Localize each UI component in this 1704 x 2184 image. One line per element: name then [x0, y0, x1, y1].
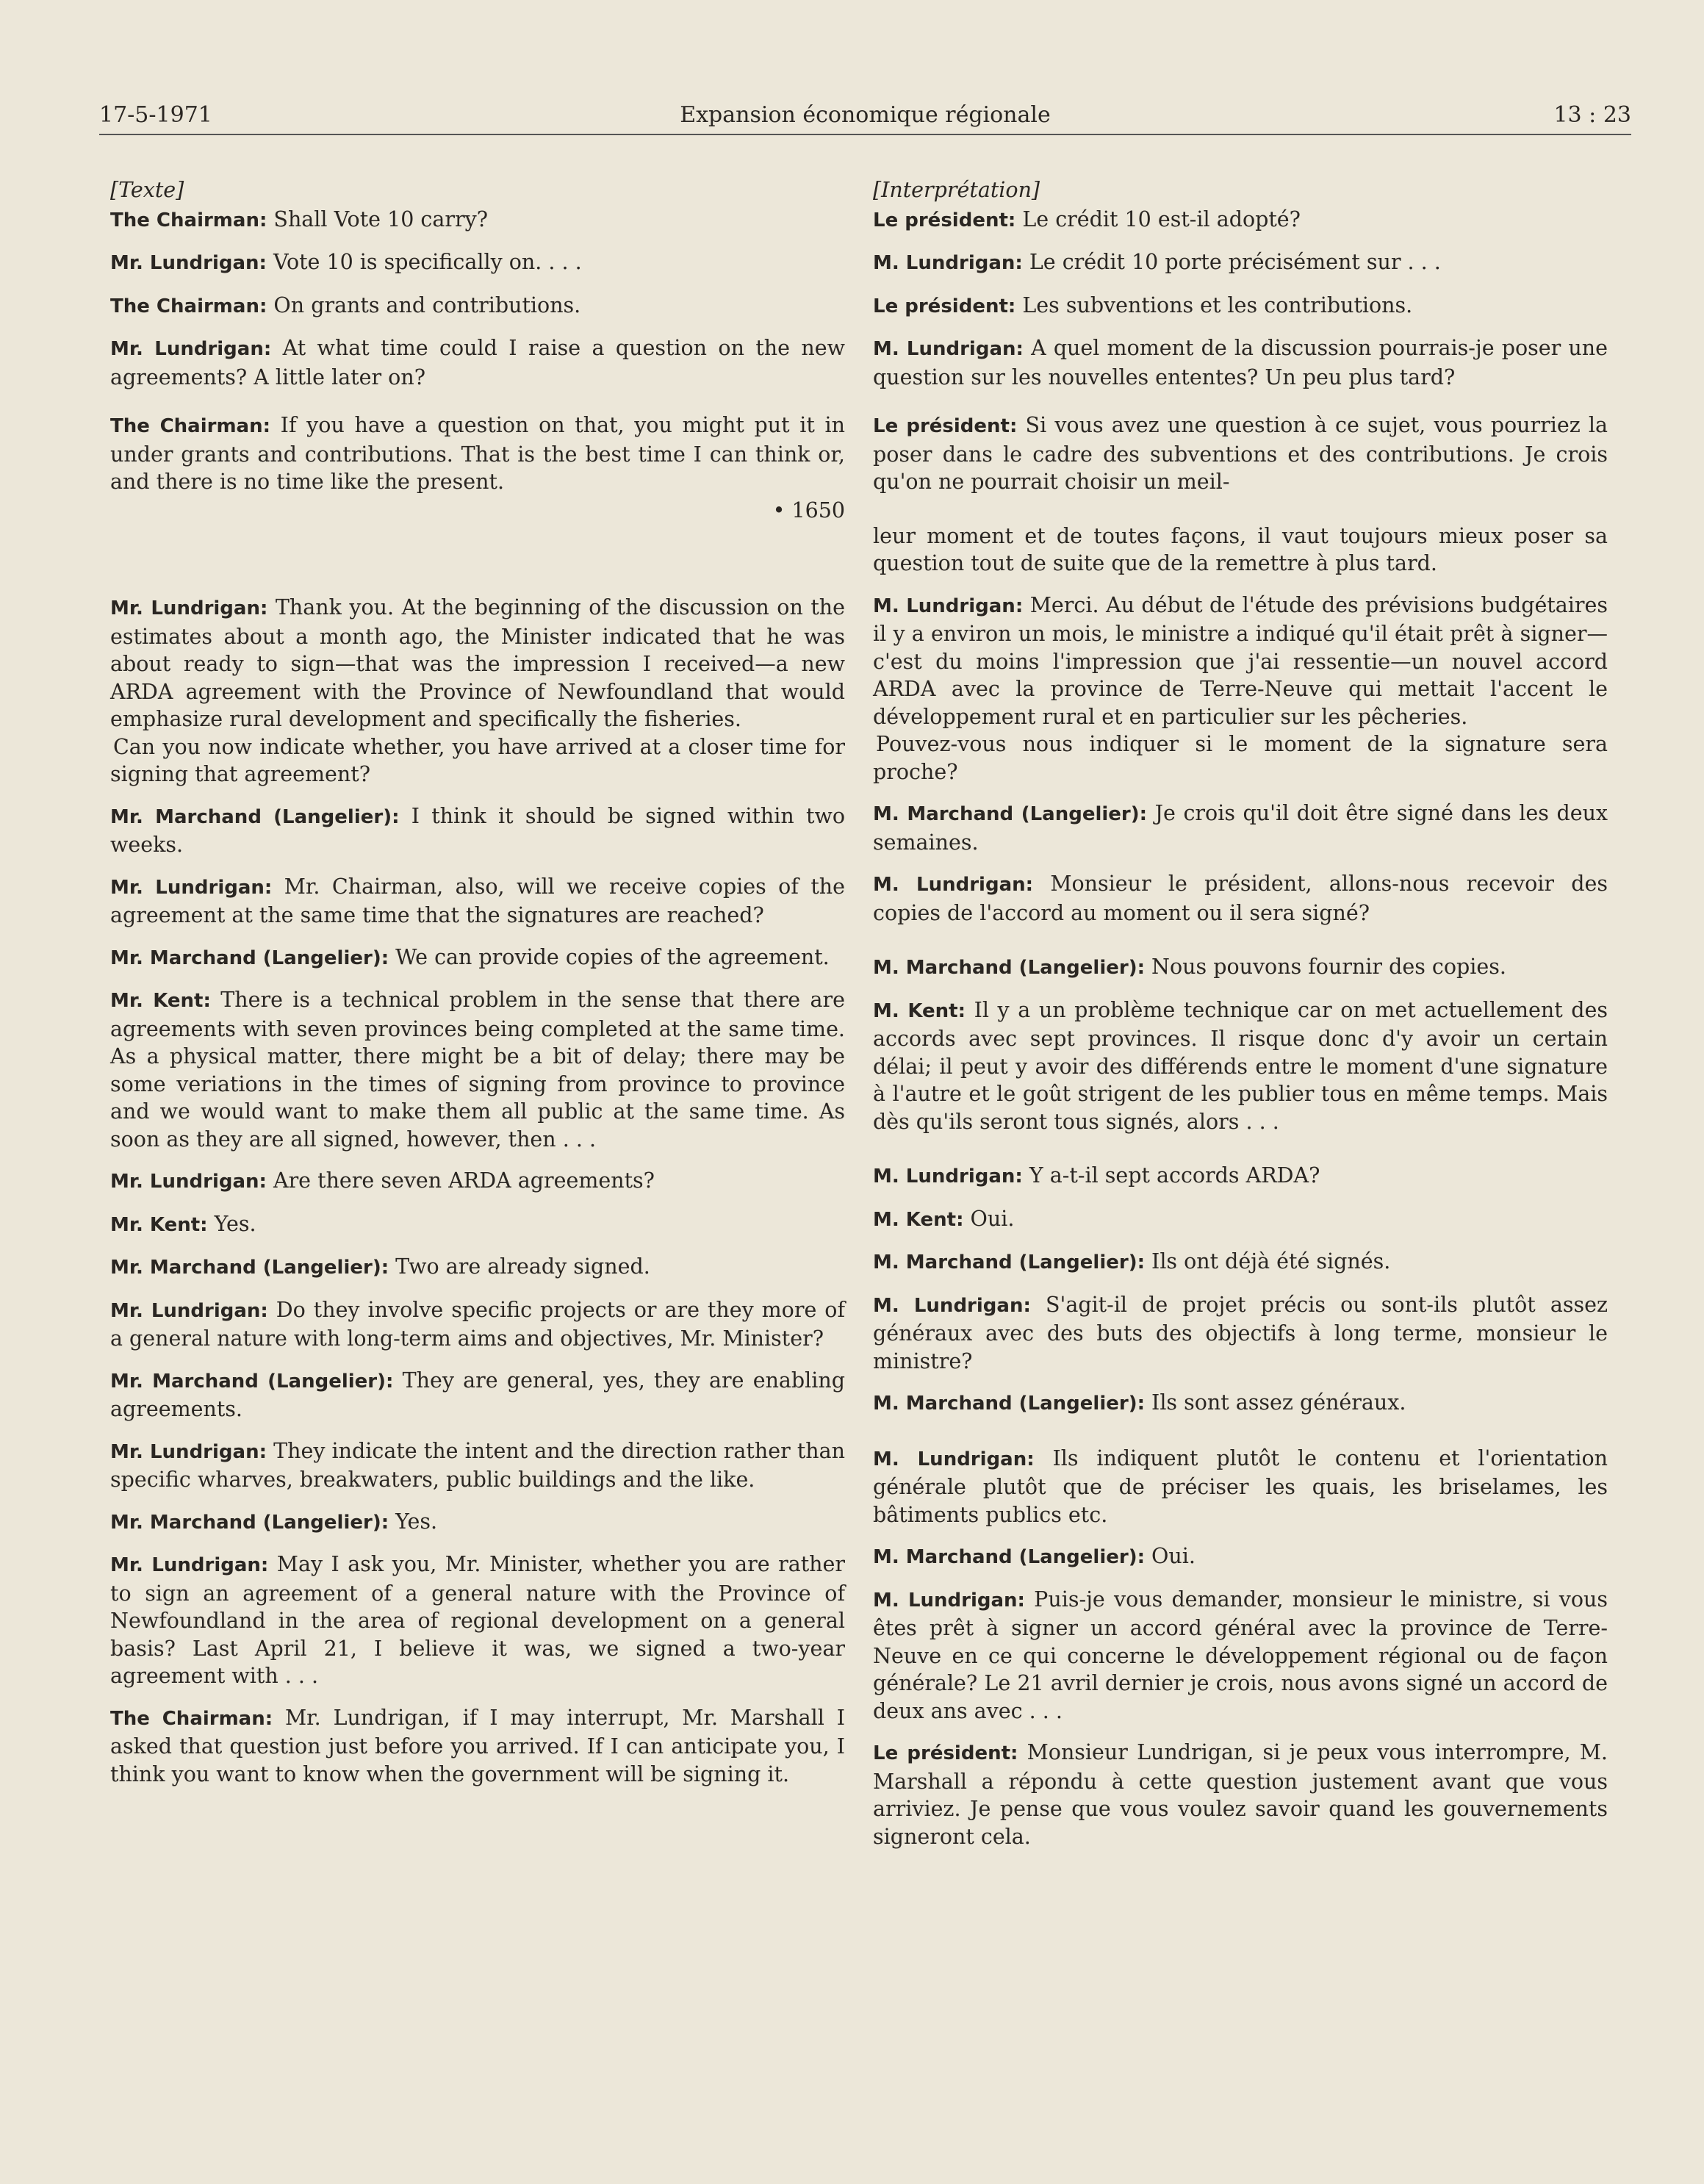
page-header [99, 87, 1631, 135]
speech: Mr. Lundrigan: Vote 10 is specifically on. . . . [110, 250, 582, 274]
speech: M. Lundrigan: Ils indiquent plutôt le contenu et l'orientation générale plutôt que de préciser les quais, les briselames, les bâtiments publics etc. [873, 1445, 1608, 1527]
speech: M. Marchand (Langelier): Ils sont assez généraux. [873, 1390, 1406, 1415]
speech: Le président: Les subventions et les contributions. [873, 292, 1413, 317]
speech-continuation: leur moment et de toutes façons, il vaut toujours mieux poser sa question tout de suite que de la remettre à plus tard. [873, 523, 1608, 575]
speech: Le président: Le crédit 10 est-il adopté? [873, 206, 1301, 231]
speech: Mr. Lundrigan: Thank you. At the beginning of the discussion on the estimates about a month ago, the Minister indicated that he was about ready to sign—that was the impression I received—a new ARDA agreement with the Province of Newfoundland that would emphasize rural development and specifically the fisheries. [110, 595, 845, 731]
speech: M. Marchand (Langelier): Ils ont déjà été signés. [873, 1249, 1391, 1274]
speech: Mr. Marchand (Langelier): We can provide copies of the agreement. [110, 944, 830, 969]
french-column [873, 176, 1608, 1864]
speech: Mr. Lundrigan: Do they involve specific projects or are they more of a general nature with long-term aims and objectives, Mr. Minister? [110, 1297, 845, 1351]
time-marker: • 1650 [772, 497, 845, 522]
speech: Mr. Kent: Yes. [110, 1211, 256, 1236]
speech: Le président: Monsieur Lundrigan, si je peux vous interrompre, M. Marshall a répondu à cette question justement avant que vous arriviez. Je pense que vous voulez savoir quand les gouvernements signeront cela. [873, 1740, 1608, 1849]
speech: Mr. Lundrigan: Are there seven ARDA agreements? [110, 1168, 655, 1193]
speech: M. Lundrigan: Monsieur le président, allons-nous recevoir des copies de l'accord au moment ou il sera signé? [873, 872, 1608, 925]
speech: M. Kent: Oui. [873, 1206, 1015, 1231]
speech-continuation: Pouvez-vous nous indiquer si le moment de la signature sera proche? [873, 732, 1608, 784]
speech: The Chairman: Mr. Lundrigan, if I may interrupt, Mr. Marshall I asked that question just before you arrived. If I can anticipate you, I think you want to know when the government will be signing it. [110, 1705, 845, 1786]
speech: M. Lundrigan: Puis-je vous demander, monsieur le ministre, si vous êtes prêt à signer un accord général avec la province de Terre-Neuve en ce qui concerne le développement régional ou de façon générale? Le 21 avril dernier je crois, nous avons signé un accord de deux ans avec . . . [873, 1587, 1608, 1723]
speech: M. Marchand (Langelier): Je crois qu'il doit être signé dans les deux semaines. [873, 801, 1608, 855]
speech: Mr. Kent: There is a technical problem in the sense that there are agreements with seven provinces being completed at the same time. As a physical matter, there might be a bit of delay; there may be some veriations in the times of signing from province to province and we would want to make them all public at the same time. As soon as they are all signed, however, then . . . [110, 988, 845, 1152]
speech: The Chairman: If you have a question on that, you might put it in under grants and contributions. That is the best time I can think or, and there is no time like the present. [110, 413, 845, 494]
speech: Le président: Si vous avez une question à ce sujet, vous pourriez la poser dans le cadre des subventions et des contributions. Je crois qu'on ne pourrait choisir un meil- [873, 413, 1608, 494]
header-page-number: 13 : 23 [1553, 102, 1631, 128]
speech: Mr. Marchand (Langelier): Two are already signed. [110, 1254, 650, 1279]
speech: M. Kent: Il y a un problème technique car on met actuellement des accords avec sept provinces. Il risque donc d'y avoir un certain délai; il peut y avoir des différends entre le moment d'une signature à l'autre et le goût strigent de les publier tous en même temps. Mais dès qu'ils seront tous signés, alors . . . [873, 997, 1608, 1134]
speech: M. Lundrigan: Merci. Au début de l'étude des prévisions budgétaires il y a environ un mois, le ministre a indiqué qu'il était prêt à signer—c'est du moins l'impression que j'ai ressentie—un nouvel accord ARDA avec la province de Terre-Neuve qui mettait l'accent le développement rural et en particulier sur les pêcheries. [873, 592, 1608, 729]
speech: Mr. Lundrigan: May I ask you, Mr. Minister, whether you are rather to sign an agreement of a general nature with the Province of Newfoundland in the area of regional development on a general basis? Last April 21, I believe it was, we signed a two-year agreement with . . . [110, 1552, 845, 1688]
speech: M. Marchand (Langelier): Nous pouvons fournir des copies. [873, 955, 1506, 979]
speech: Mr. Marchand (Langelier): They are general, yes, they are enabling agreements. [110, 1368, 845, 1421]
speech: The Chairman: On grants and contributions. [110, 292, 581, 317]
speech: Mr. Lundrigan: At what time could I raise a question on the new agreements? A little later on? [110, 336, 845, 389]
speech: M. Lundrigan: A quel moment de la discussion pourrais-je poser une question sur les nouvelles ententes? Un peu plus tard? [873, 336, 1608, 389]
section-tag: [Texte] [110, 178, 184, 202]
section-tag: [Interprétation] [873, 178, 1040, 202]
speech: Mr. Marchand (Langelier): Yes. [110, 1509, 438, 1534]
speech-continuation: Can you now indicate whether, you have arrived at a closer time for signing that agreement? [110, 734, 845, 786]
speech: Mr. Lundrigan: Mr. Chairman, also, will we receive copies of the agreement at the same time that the signatures are reached? [110, 874, 845, 927]
speech: The Chairman: Shall Vote 10 carry? [110, 206, 488, 231]
speech: Mr. Marchand (Langelier): I think it should be signed within two weeks. [110, 803, 846, 857]
english-column [110, 176, 845, 1802]
header-title: Expansion économique régionale [680, 102, 1051, 128]
speech: M. Lundrigan: S'agit-il de projet précis ou sont-ils plutôt assez généraux avec des buts des objectifs à long terme, monsieur le ministre? [873, 1292, 1608, 1373]
speech: M. Lundrigan: Y a-t-il sept accords ARDA? [873, 1163, 1320, 1188]
header-date: 17-5-1971 [99, 102, 212, 128]
speech: Mr. Lundrigan: They indicate the intent and the direction rather than specific wharves, breakwaters, public buildings and the like. [110, 1438, 845, 1492]
speech: M. Marchand (Langelier): Oui. [873, 1544, 1196, 1568]
speech: M. Lundrigan: Le crédit 10 porte précisément sur . . . [873, 250, 1441, 274]
